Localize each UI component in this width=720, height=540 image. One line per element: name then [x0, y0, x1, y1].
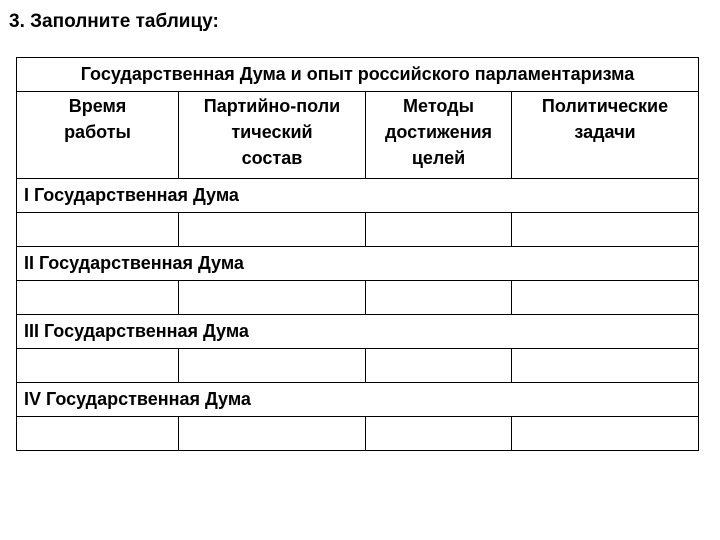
blank-answer-cell[interactable]	[366, 213, 512, 247]
column-header-methods	[366, 92, 512, 179]
blank-answer-cell[interactable]	[512, 349, 699, 383]
blank-answer-row	[17, 213, 699, 247]
duma-section-label: IV Государственная Дума	[17, 383, 699, 417]
column-header-line: Методы	[403, 96, 474, 116]
column-header-line: Партийно-поли	[203, 96, 341, 116]
column-header-line: тический	[231, 122, 313, 142]
blank-answer-row	[17, 281, 699, 315]
blank-answer-cell[interactable]	[512, 417, 699, 451]
blank-answer-cell[interactable]	[179, 417, 366, 451]
column-header-work-period	[17, 92, 179, 179]
duma-section-row	[17, 383, 699, 417]
column-header-line: целей	[411, 148, 466, 168]
blank-answer-cell[interactable]	[17, 213, 179, 247]
duma-section-label: II Государственная Дума	[17, 247, 699, 281]
column-header-line: задачи	[574, 122, 636, 142]
duma-worksheet-table	[16, 57, 699, 451]
duma-section-label: I Государственная Дума	[17, 179, 699, 213]
duma-section-label: III Государственная Дума	[17, 315, 699, 349]
blank-answer-cell[interactable]	[17, 349, 179, 383]
column-header-line: состав	[241, 148, 303, 168]
table-title: Государственная Дума и опыт российского парламентаризма	[17, 58, 699, 92]
blank-answer-cell[interactable]	[17, 281, 179, 315]
duma-section-row	[17, 179, 699, 213]
column-header-line: Политические	[541, 96, 669, 116]
blank-answer-row	[17, 349, 699, 383]
blank-answer-cell[interactable]	[179, 213, 366, 247]
duma-section-row	[17, 315, 699, 349]
blank-answer-cell[interactable]	[17, 417, 179, 451]
blank-answer-cell[interactable]	[366, 281, 512, 315]
blank-answer-cell[interactable]	[512, 213, 699, 247]
blank-answer-cell[interactable]	[366, 349, 512, 383]
column-header-line: достижения	[384, 122, 493, 142]
task-heading: 3. Заполните таблицу:	[9, 11, 219, 32]
blank-answer-cell[interactable]	[512, 281, 699, 315]
column-header-line: работы	[64, 122, 131, 142]
duma-section-row	[17, 247, 699, 281]
blank-answer-cell[interactable]	[179, 281, 366, 315]
column-header-political-goals	[512, 92, 699, 179]
column-header-party-composition	[179, 92, 366, 179]
column-header-row	[17, 92, 699, 179]
blank-answer-cell[interactable]	[366, 417, 512, 451]
table-title-row	[17, 58, 699, 92]
blank-answer-cell[interactable]	[179, 349, 366, 383]
blank-answer-row	[17, 417, 699, 451]
column-header-line: Время	[68, 96, 127, 116]
